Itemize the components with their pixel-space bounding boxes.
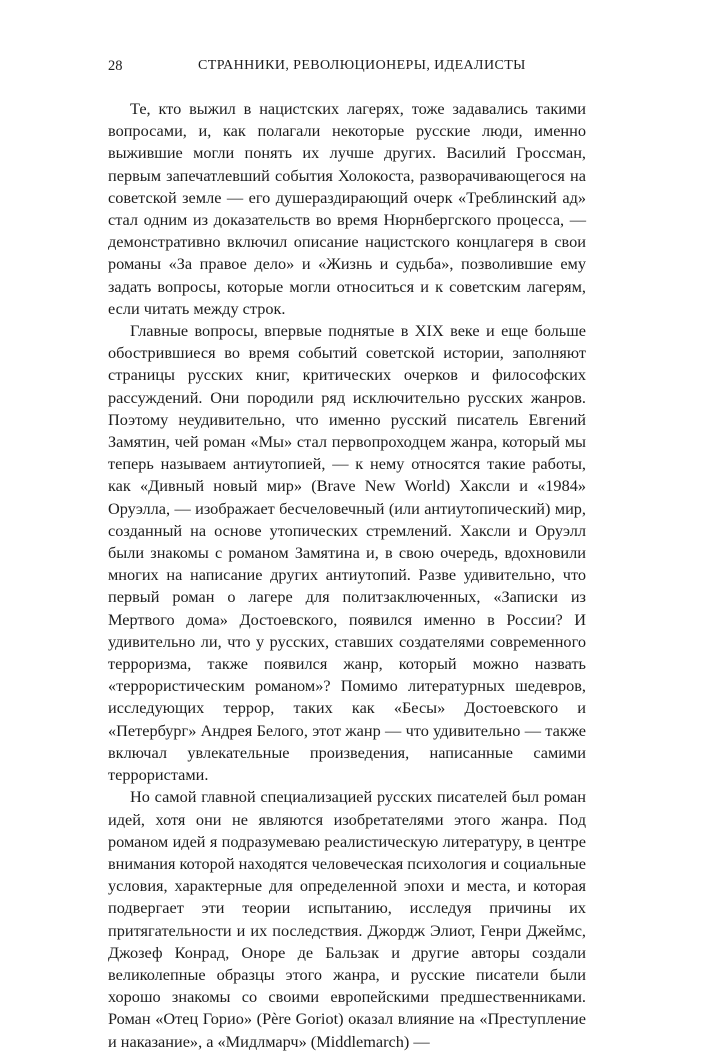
paragraph: Те, кто выжил в нацистских лагерях, тоже задавались такими вопросами, и, как полагали некоторые русские люди, именно выжившие могли понять их лучше других. Василий Гроссман, первым запечатлевший события Холокоста, разворачивающегося на советской земле — его душераздирающий очерк «Треблинский ад» стал одним из доказательств во время Нюрнбергского процесса, — демонстративно включил описание нацистского концлагеря в свои романы «За правое дело» и «Жизнь и судьба», позволившие ему задать вопросы, которые могли относиться и к советским лагерям, если читать между строк. bbox=[108, 99, 586, 318]
running-head bbox=[108, 58, 574, 82]
paragraph: Главные вопросы, впервые поднятые в XIX веке и еще больше обострившиеся во время событий советской истории, заполняют страницы русских книг, критических очерков и философских рассуждений. Они породили ряд исключительно русских жанров. Поэтому неудивительно, что именно русский писатель Евгений Замятин, чей роман «Мы» стал первопроходцем жанра, который мы теперь называем антиутопией, — к нему относятся такие работы, как «Дивный новый мир» (Brave New World) Хаксли и «1984» Оруэлла, — изображает бесчеловечный (или антиутопический) мир, созданный на основе утопических стремлений. Хаксли и Оруэлл были знакомы с романом Замятина и, в свою очередь, вдохновили многих на написание других антиутопий. Разве удивительно, что первый роман о лагере для политзаключенных, «Записки из Мертвого дома» Достоевского, появился именно в России? И удивительно ли, что у русских, ставших создателями современного терроризма, также появился жанр, который можно назвать «террористическим романом»? Помимо литературных шедевров, исследующих террор, таких как «Бесы» Достоевского и «Петербург» Андрея Белого, этот жанр — что удивительно — также включал увлекательные произведения, написанные самими террористами. bbox=[108, 321, 586, 785]
body-text bbox=[108, 98, 586, 1053]
paragraph: Но самой главной специализацией русских писателей был роман идей, хотя они не являются изобретателями этого жанра. Под романом идей я подразумеваю реалистическую литературу, в центре внимания которой находятся человеческая психология и социальные условия, характерные для определенной эпохи и места, и которая подвергает эти теории испытанию, исследуя причины их притягательности и их последствия. Джордж Элиот, Генри Джеймс, Джозеф Конрад, Оноре де Бальзак и другие авторы создали великолепные образцы этого жанра, и русские писатели были хорошо знакомы со своими европейскими предшественниками. Роман «Отец Горио» (Père Goriot) оказал влияние на «Преступление и наказание», а «Мидлмарч» (Middlemarch) — bbox=[108, 787, 586, 1051]
running-title: СТРАННИКИ, РЕВОЛЮЦИОНЕРЫ, ИДЕАЛИСТЫ bbox=[198, 58, 526, 73]
page-number: 28 bbox=[108, 58, 123, 74]
